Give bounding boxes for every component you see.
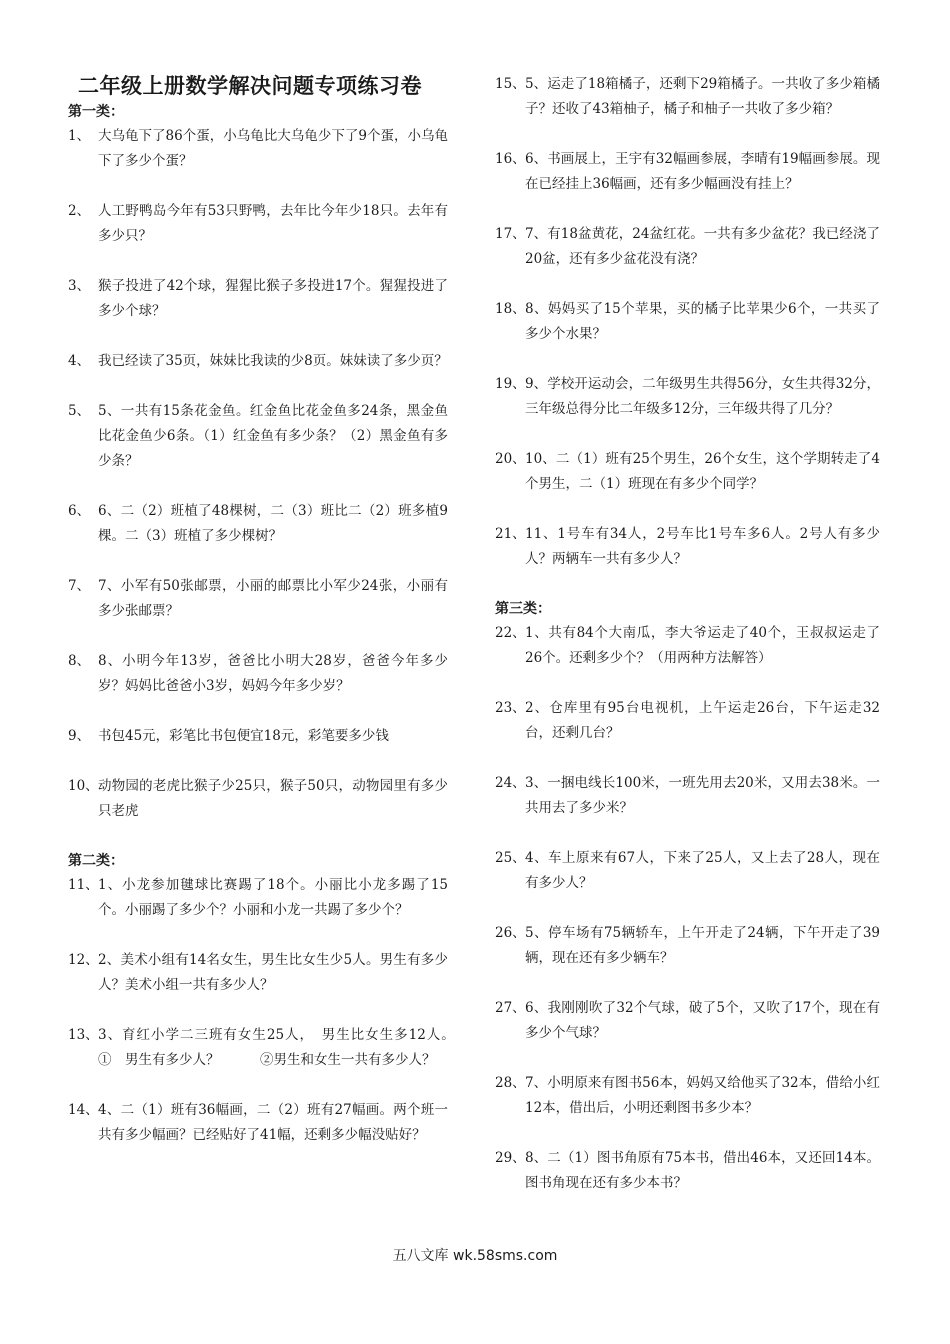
question-text: 8、妈妈买了15个苹果，买的橘子比苹果少6个，一共买了多少个水果？ (525, 301, 880, 342)
question-number: 29、 (495, 1150, 526, 1166)
question-number: 24、 (495, 775, 526, 791)
question-number: 15、 (495, 76, 526, 92)
question-16 (495, 147, 880, 197)
question-text: 7、小明原来有图书56本，妈妈又给他买了32本，借给小红12本，借出后，小明还剩图书多少本？ (525, 1075, 880, 1116)
question-text: 2、仓库里有95台电视机，上午运走26台，下午运走32台，还剩几台？ (525, 700, 880, 741)
question-6 (68, 499, 448, 549)
question-text: 8、小明今年13岁，爸爸比小明大28岁，爸爸今年多少岁？妈妈比爸爸小3岁，妈妈今年多少岁？ (98, 653, 448, 694)
question-number: 4、 (68, 353, 91, 369)
question-4 (68, 349, 448, 374)
question-12 (68, 948, 448, 998)
question-text: 动物园的老虎比猴子少25只，猴子50只，动物园里有多少只老虎 (98, 778, 448, 819)
question-11 (68, 873, 448, 923)
page-title: 二年级上册数学解决问题专项练习卷 (78, 74, 422, 98)
question-19 (495, 372, 880, 422)
question-number: 10、 (68, 778, 99, 794)
question-number: 20、 (495, 451, 526, 467)
question-text: 5、运走了18箱橘子，还剩下29箱橘子。一共收了多少箱橘子？还收了43箱柚子，橘子和柚子一共收了多少箱？ (525, 76, 880, 117)
question-10 (68, 774, 448, 824)
question-number: 27、 (495, 1000, 526, 1016)
question-number: 8、 (68, 653, 91, 669)
question-text: 大乌龟下了86个蛋，小乌龟比大乌龟少下了9个蛋，小乌龟下了多少个蛋？ (98, 128, 448, 169)
question-text: 我已经读了35页，妹妹比我读的少8页。妹妹读了多少页？ (98, 353, 448, 369)
question-21 (495, 522, 880, 572)
question-number: 18、 (495, 301, 526, 317)
question-number: 3、 (68, 278, 91, 294)
question-text: 8、二（1）图书角原有75本书，借出46本，又还回14本。图书角现在还有多少本书？ (525, 1150, 880, 1191)
question-number: 12、 (68, 952, 99, 968)
question-7 (68, 574, 448, 624)
right-column (495, 72, 880, 1196)
question-text: 猴子投进了42个球，猩猩比猴子多投进17个。猩猩投进了多少个球？ (98, 278, 448, 319)
question-text: 6、书画展上，王宇有32幅画参展，李晴有19幅画参展。现在已经挂上36幅画，还有多少幅画没有挂上？ (525, 151, 880, 192)
question-number: 17、 (495, 226, 526, 242)
question-15 (495, 72, 880, 122)
question-number: 7、 (68, 578, 91, 594)
question-8 (68, 649, 448, 699)
question-number: 2、 (68, 203, 91, 219)
question-text: 5、停车场有75辆轿车，上午开走了24辆，下午开走了39辆，现在还有多少辆车？ (525, 925, 880, 966)
question-number: 11、 (68, 877, 99, 893)
question-number: 19、 (495, 376, 526, 392)
question-number: 6、 (68, 503, 91, 519)
question-18 (495, 297, 880, 347)
question-number: 16、 (495, 151, 526, 167)
question-text: 11、1号车有34人，2号车比1号车多6人。2号人有多少人？两辆车一共有多少人？ (525, 526, 880, 567)
question-25 (495, 846, 880, 896)
footer-watermark: 五八文库 wk.58sms.com (392, 1248, 558, 1264)
question-text: 人工野鸭岛今年有53只野鸭，去年比今年少18只。去年有多少只？ (98, 203, 448, 244)
question-17 (495, 222, 880, 272)
question-24 (495, 771, 880, 821)
section-heading-1: 第一类： (68, 104, 124, 120)
question-3 (68, 274, 448, 324)
question-20 (495, 447, 880, 497)
question-text: 7、小军有50张邮票，小丽的邮票比小军少24张，小丽有多少张邮票？ (98, 578, 448, 619)
question-number: 21、 (495, 526, 526, 542)
question-number: 22、 (495, 625, 526, 641)
question-text: 6、我刚刚吹了32个气球，破了5个，又吹了17个，现在有多少个气球？ (525, 1000, 880, 1041)
question-number: 9、 (68, 728, 91, 744)
question-14 (68, 1098, 448, 1148)
question-2 (68, 199, 448, 249)
question-text: 3、育红小学二三班有女生25人， 男生比女生多12人。 ① 男生有多少人？ ②男生和女生一共有多少人？ (98, 1027, 462, 1068)
question-26 (495, 921, 880, 971)
question-text: 6、二（2）班植了48棵树，二（3）班比二（2）班多植9棵。二（3）班植了多少棵树？ (98, 503, 448, 544)
question-text: 5、一共有15条花金鱼。红金鱼比花金鱼多24条，黑金鱼比花金鱼少6条。（1）红金鱼有多少条？（2）黑金鱼有多少条？ (98, 403, 448, 469)
question-text: 2、美术小组有14名女生，男生比女生少5人。男生有多少人？美术小组一共有多少人？ (98, 952, 448, 993)
question-number: 26、 (495, 925, 526, 941)
question-number: 28、 (495, 1075, 526, 1091)
question-number: 13、 (68, 1027, 99, 1043)
section-heading-2: 第二类： (68, 853, 124, 869)
question-22 (495, 621, 880, 671)
question-number: 25、 (495, 850, 526, 866)
left-column (68, 100, 462, 1148)
question-27 (495, 996, 880, 1046)
question-text: 7、有18盆黄花，24盆红花。一共有多少盆花？我已经浇了20盆，还有多少盆花没有浇？ (525, 226, 880, 267)
question-number: 14、 (68, 1102, 99, 1118)
question-text: 4、车上原来有67人，下来了25人，又上去了28人，现在有多少人？ (525, 850, 880, 891)
question-23 (495, 696, 880, 746)
question-9 (68, 724, 448, 749)
question-28 (495, 1071, 880, 1121)
question-text: 3、一捆电线长100米，一班先用去20米，又用去38米。一共用去了多少米？ (525, 775, 880, 816)
question-text: 1、共有84个大南瓜，李大爷运走了40个，王叔叔运走了26个。还剩多少个？（用两种方法解答） (525, 625, 880, 666)
question-text: 9、学校开运动会，二年级男生共得56分，女生共得32分，三年级总得分比二年级多12分，三年级共得了几分？ (525, 376, 880, 417)
question-1 (68, 124, 448, 174)
question-13 (68, 1023, 462, 1073)
question-text: 4、二（1）班有36幅画，二（2）班有27幅画。两个班一共有多少幅画？已经贴好了41幅，还剩多少幅没贴好？ (98, 1102, 448, 1143)
question-29 (495, 1146, 880, 1196)
question-text: 10、二（1）班有25个男生，26个女生，这个学期转走了4个男生，二（1）班现在有多少个同学？ (525, 451, 880, 492)
question-5 (68, 399, 448, 474)
question-number: 1、 (68, 128, 91, 144)
question-number: 5、 (68, 403, 91, 419)
question-number: 23、 (495, 700, 526, 716)
question-text: 1、小龙参加毽球比赛踢了18个。小丽比小龙多踢了15个。小丽踢了多少个？小丽和小龙一共踢了多少个？ (98, 877, 448, 918)
question-text: 书包45元，彩笔比书包便宜18元，彩笔要多少钱 (98, 728, 389, 744)
section-heading-3: 第三类： (495, 601, 551, 617)
